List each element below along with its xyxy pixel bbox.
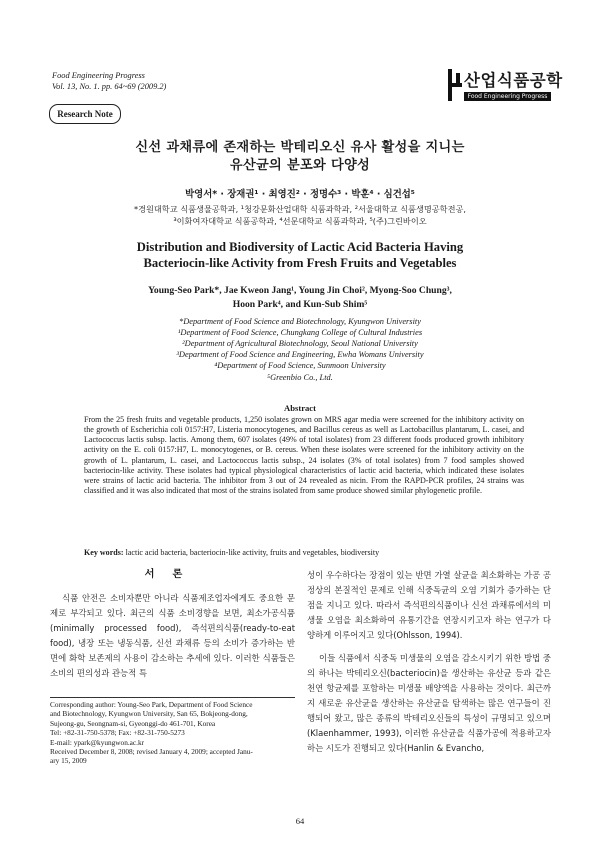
english-title-line2: Bacteriocin-like Activity from Fresh Fruits and Vegetables	[143, 256, 457, 270]
keywords-label: Key words:	[84, 548, 124, 557]
english-affiliation: *Department of Food Science and Biotechnology, Kyungwon University	[179, 317, 421, 326]
journal-name: Food Engineering Progress	[52, 71, 145, 80]
english-affiliation: ²Department of Agricultural Biotechnology, Seoul National University	[182, 339, 418, 348]
english-authors-line2: Hoon Park⁴, and Kun-Sub Shim⁵	[232, 299, 368, 310]
abstract-text: From the 25 fresh fruits and vegetable products, 1,250 isolates grown on MRS agar media were screened for the inhibitory activity on the growth of Escherichia coli 0157:H7, Listeria monocytogenes, and Bacillus cereus as well as Lactobacillus plantarum, L. casei, and Lactococcus lactis subsp. lactis. Among them, 607 isolates (49% of total isolates) from 23 different foods produced growth inhibitory activity on the E. coli 0157:H7, L. monocytogenes, or B. cereus. When these isolates were screened for the inhibitory activity on the growth of L. plantarum, L. casei, and Lactococcus lactis subsp., 24 isolates (3% of total isolates) from 7 food samples showed bacteriocin-like activity. These isolates had typical physiological characteristics of lactic acid bacteria, which indicated these isolates were strains of lactic acid bacteria. The inhibitor from 3 out of 24 revealed as nicin. From the RAPD-PCR profiles, 24 strains was classified and it was also indicated that most of the strains isolated from same produce showed similar phylogenetic profile.	[84, 415, 524, 496]
english-affiliation: ¹Department of Food Science, Chungkang College of Cultural Industries	[177, 328, 423, 337]
footnote-dates: ary 15, 2009	[50, 756, 87, 766]
body-paragraph: 이들 식품에서 식중독 미생물의 오염을 감소시키기 위한 방법 중의 하나는 박테리오신(bacteriocin)을 생산하는 유산균 등과 같은 천연 항균제를 포함하는 미생물 배양액을 사용하는 것이다. 최근까지 새로운 유산균을 생산하는 유산균을 탐색하는 많은 연구들이 진행되어 왔고, 많은 종류의 박테리오신들의 특성이 규명되고 있으며(Klaenhammer, 1993), 이러한 유산균을 식품가공에 적용하고자 하는 시도가 진행되고 있다(Hanlin & Evancho,	[307, 653, 551, 753]
keywords-list: lactic acid bacteria, bacteriocin-like activity, fruits and vegetables, biodiversity	[125, 548, 380, 557]
corresponding-author-footnote	[50, 700, 300, 766]
footnote-line: Tel: +82-31-750-5378; Fax: +82-31-750-5273	[50, 728, 185, 738]
english-title-line1: Distribution and Biodiversity of Lactic Acid Bacteria Having	[136, 240, 464, 254]
footnote-line: Corresponding author: Young-Seo Park, Department of Food Science	[50, 700, 253, 709]
korean-affiliations-line2: ³이화여자대학교 식품공학과, ⁴선문대학교 식품과학과, ⁵(주)그린바이오	[173, 216, 427, 226]
footnote-line: Sujeong-gu, Seongnam-si, Gyeonggi-do 461-701, Korea	[50, 718, 216, 728]
korean-title-line2: 유산균의 분포와 다양성	[229, 158, 371, 173]
footnote-email: E-mail: ypark@kyungwon.ac.kr	[50, 737, 145, 747]
english-authors-line1: Young-Seo Park*, Jae Kweon Jang¹, Young Jin Choi², Myong-Soo Chung³,	[148, 285, 452, 296]
body-right-column	[307, 568, 551, 756]
english-affiliation: ⁴Department of Food Science, Sunmoon University	[214, 361, 386, 370]
footnote-line: and Biotechnology, Kyungwon University, San 65, Bokjeong-dong,	[50, 709, 248, 719]
korean-affiliations-line1: *경원대학교 식품생물공학과, ¹청강문화산업대학 식품과학과, ²서울대학교 식품생명공학전공,	[133, 204, 467, 214]
korean-title-line1: 신선 과채류에 존재하는 박테리오신 유사 활성을 지니는	[135, 140, 465, 155]
journal-header	[52, 71, 166, 92]
body-paragraph: 성이 우수하다는 장점이 있는 반면 가열 살균을 최소화하는 가공 공정상의 본질적인 문제로 인해 식중독균의 오염 기회가 증가하는 단점을 지니고 있다. 따라서 즉석편의식품이나 신선 과채류에서의 미생물 오염을 최소화하여 유통기간을 연장시키고자 하는 연구가 다양하게 이루어지고 있다(Ohlsson, 1994).	[307, 570, 551, 640]
abstract-heading: Abstract	[284, 403, 316, 413]
body-paragraph: 식품 안전은 소비자뿐만 아니라 식품제조업자에게도 중요한 문제로 부각되고 있다. 최근의 식품 소비경향을 보면, 최소가공식품(minimally processed food), 즉석편의식품(ready-to-eat food), 냉장 또는 냉동식품, 신선 과채류 등의 소비가 증가하는 반면에 화학 보존제의 사용이 감소하는 추세에 있다. 이러한 식품들은 소비의 편의성과 관능적 특	[50, 593, 295, 678]
korean-authors: 박영서* · 장재권¹ · 최영진² · 정명수³ · 박훈⁴ · 심건섭⁵	[185, 189, 415, 200]
logo-text: 산업식품공학	[464, 71, 563, 90]
journal-volume: Vol. 13, No. 1. pp. 64~69 (2009.2)	[52, 81, 167, 91]
body-left-column	[50, 591, 295, 681]
english-affiliation: ³Department of Food Science and Engineering, Ewha Womans University	[176, 350, 424, 359]
english-affiliation: ⁵Greenbio Co., Ltd.	[267, 373, 333, 382]
article-type-badge: Research Note	[49, 104, 121, 124]
footnote-divider	[50, 697, 295, 698]
page-number: 64	[295, 816, 305, 826]
keywords	[84, 548, 524, 558]
section-heading-introduction: 서론	[144, 569, 201, 580]
journal-logo	[448, 66, 563, 108]
logo-mark-icon	[448, 69, 462, 101]
logo-subtitle: Food Engineering Progress	[464, 92, 551, 101]
footnote-dates: Received December 8, 2008; revised January 4, 2009; accepted Janu-	[50, 747, 253, 757]
